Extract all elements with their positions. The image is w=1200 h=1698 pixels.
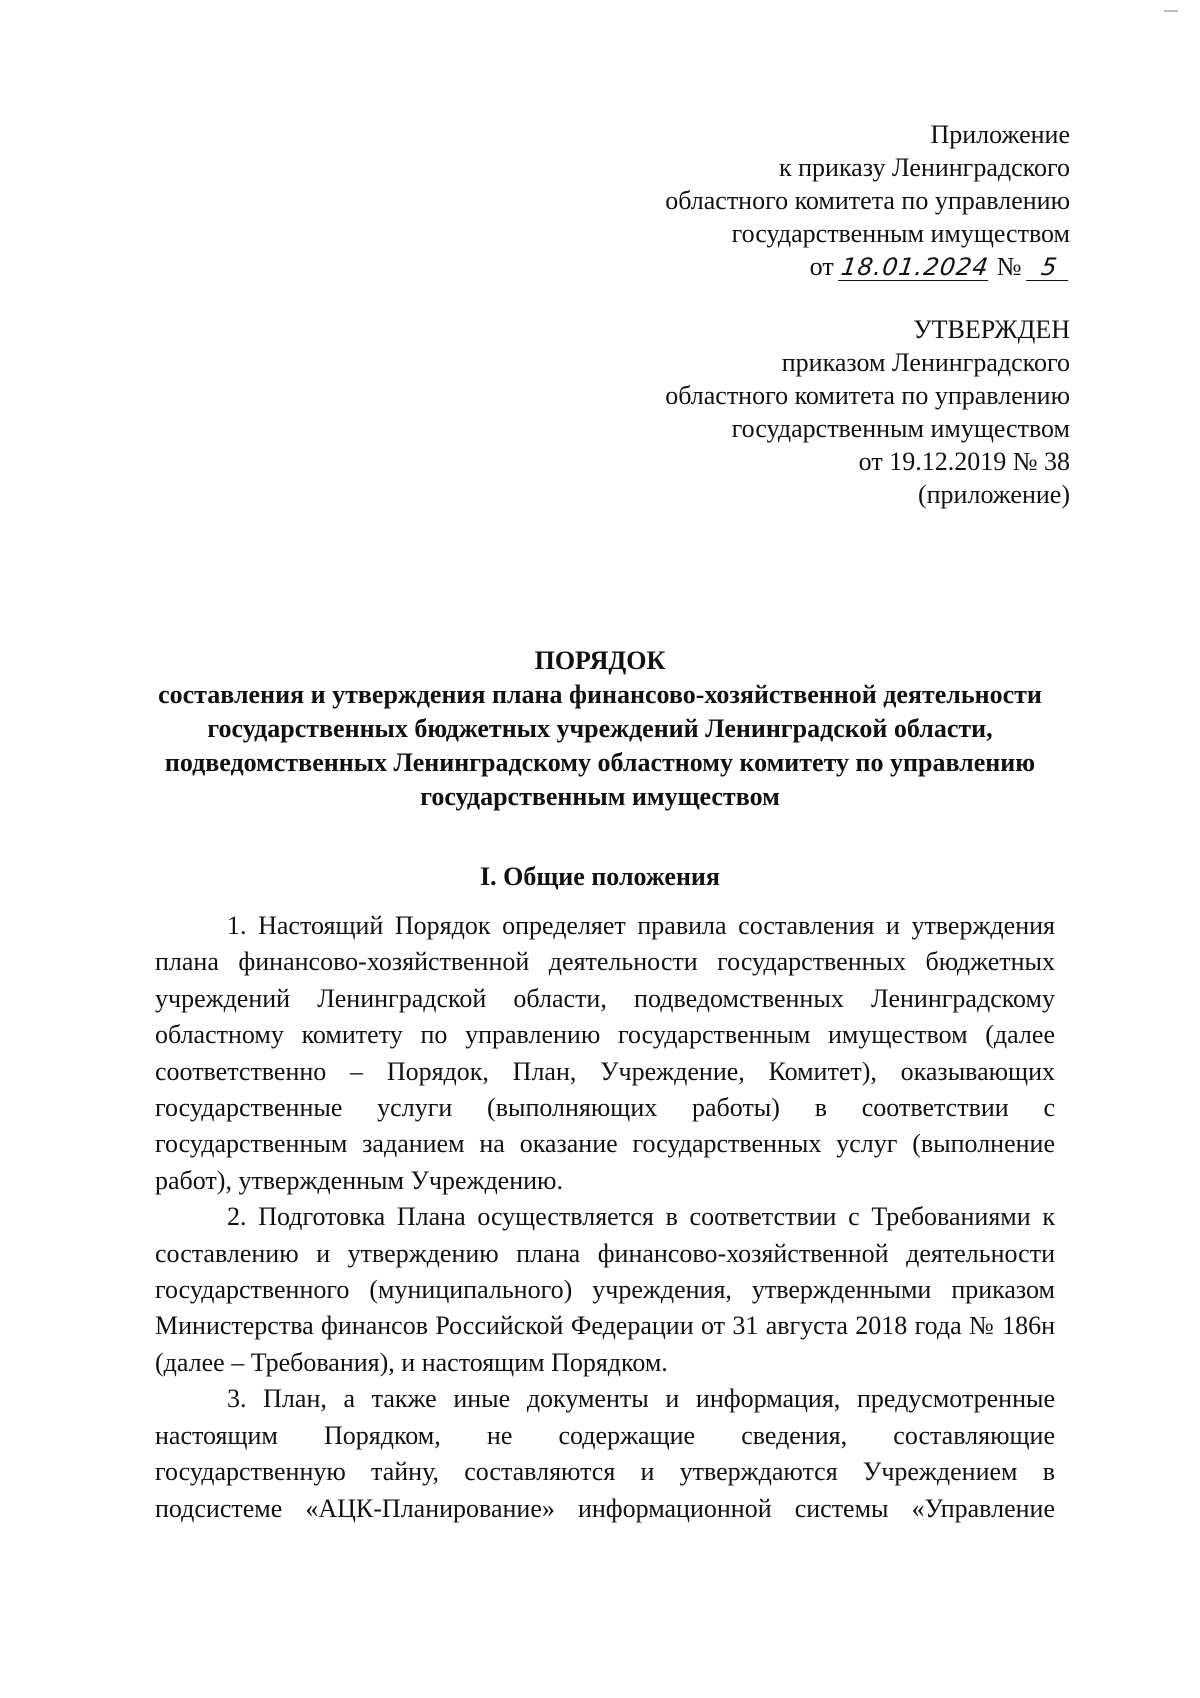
title-line: ПОРЯДОК [534, 646, 666, 675]
approved-line: от 19.12.2019 № 38 [858, 447, 1070, 476]
approved-line: государственным имуществом [731, 414, 1070, 443]
approved-line: (приложение) [917, 480, 1070, 509]
body-text [155, 908, 1055, 1527]
paragraph-line: плана финансово-хозяйственной деятельности государственных бюджетных [155, 947, 1055, 977]
paragraph-line: государственную тайну, составляются и утверждаются Учреждением в [155, 1457, 1055, 1487]
section-heading: I. Общие положения [480, 862, 720, 891]
approved-line: областного комитета по управлению [665, 381, 1070, 410]
title-line: подведомственных Ленинградскому областному комитету по управлению [164, 748, 1036, 777]
scan-artifact [1164, 10, 1178, 12]
handwritten-date: 18.01.2024 [839, 253, 991, 281]
paragraph-line: областному комитету по управлению государственным имуществом (далее [155, 1020, 1055, 1050]
paragraph-line: работ), утвержденным Учреждению. [155, 1165, 563, 1195]
annex-line: Приложение [930, 120, 1070, 149]
approved-line: УТВЕРЖДЕН [913, 315, 1070, 344]
annex-header [665, 118, 1070, 283]
approved-header [665, 313, 1070, 511]
title-line: составления и утверждения плана финансово-хозяйственной деятельности [158, 680, 1042, 709]
annex-line: к приказу Ленинградского [778, 153, 1070, 182]
paragraph-line: (далее – Требования), и настоящим Порядком. [155, 1347, 668, 1377]
paragraph-line: 1. Настоящий Порядок определяет правила составления и утверждения [227, 911, 1055, 940]
paragraph-line: государственным заданием на оказание государственных услуг (выполнение [155, 1129, 1055, 1159]
paragraph-line: подсистеме «АЦК-Планирование» информационной системы «Управление [155, 1493, 1055, 1523]
paragraph-line: настоящим Порядком, не содержащие сведения, составляющие [155, 1420, 1055, 1450]
paragraph-line: учреждений Ленинградской области, подведомственных Ленинградскому [155, 983, 1055, 1013]
paragraph-line: 3. План, а также иные документы и информация, предусмотренные [227, 1384, 1055, 1414]
annex-line: областного комитета по управлению [665, 186, 1070, 215]
paragraph-line: составлению и утверждению плана финансово-хозяйственной деятельности [155, 1238, 1055, 1268]
annex-line: государственным имуществом [731, 219, 1070, 248]
annex-date-line [665, 250, 1070, 283]
paragraph-line: 2. Подготовка Плана осуществляется в соответствии с Требованиями к [227, 1202, 1055, 1232]
annex-number-prefix: № [996, 252, 1022, 281]
handwritten-number: 5 [1026, 254, 1072, 281]
paragraph-line: государственного (муниципального) учреждения, утвержденными приказом [155, 1275, 1055, 1305]
title-line: государственных бюджетных учреждений Ленинградской области, [207, 714, 993, 743]
document-title [150, 644, 1050, 814]
paragraph-line: соответственно – Порядок, План, Учреждение, Комитет), оказывающих [155, 1056, 1055, 1086]
approved-line: приказом Ленинградского [781, 348, 1070, 377]
annex-date-prefix: от [809, 252, 834, 281]
title-line: государственным имуществом [420, 782, 780, 811]
paragraph-line: государственные услуги (выполняющих работы) в соответствии с [155, 1093, 1055, 1123]
paragraph-line: Министерства финансов Российской Федерации от 31 августа 2018 года № 186н [155, 1311, 1055, 1341]
